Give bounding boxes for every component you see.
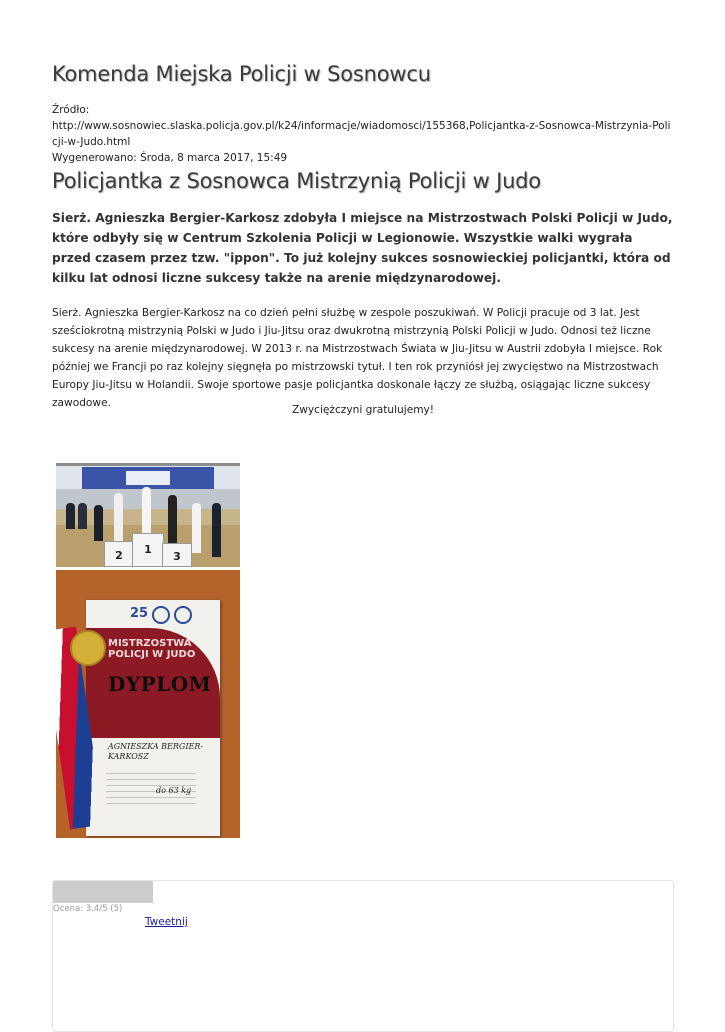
ceiling [56, 463, 240, 466]
podium-place-3: 3 [162, 543, 192, 567]
gold-medal-icon [70, 630, 106, 666]
person-figure [142, 487, 151, 533]
person-figure [66, 503, 75, 529]
anniversary-number: 25 [130, 606, 149, 621]
congratulations-text: Zwyciężczyni gratulujemy! [291, 404, 435, 416]
tweet-link[interactable]: Tweetnij [145, 916, 188, 928]
championship-banner [82, 467, 214, 489]
podium-photo[interactable] [56, 463, 240, 567]
person-figure [78, 503, 87, 529]
podium-place-2: 2 [104, 541, 134, 567]
article-meta [52, 102, 674, 166]
diploma-name: AGNIESZKA BERGIER-KARKOSZ [108, 742, 204, 761]
person-figure [94, 505, 103, 541]
generated-date: Wygenerowano: Środa, 8 marca 2017, 15:49 [52, 152, 288, 164]
police-emblem-icon [174, 606, 192, 624]
source-label: Źródło: [52, 104, 90, 116]
diploma-heading: MISTRZOSTWA POLICJI W JUDO [108, 638, 196, 660]
person-figure [114, 493, 123, 541]
person-figure [168, 495, 177, 543]
police-emblem-icon [152, 606, 170, 624]
rating-stars-bar[interactable] [53, 881, 153, 903]
diploma-sheet [86, 600, 220, 836]
person-figure [192, 503, 201, 553]
rating-box [52, 880, 674, 1032]
person-figure [212, 503, 221, 557]
article-body: Sierż. Agnieszka Bergier-Karkosz na co dzień pełni służbę w zespole poszukiwań. W Policji pracuje od 3 lat. Jest sześciokrotną mistrzynią Polski w Judo i Jiu-Jitsu oraz dwukrotną mistrzynią Polski Policji w Judo. Odnosi też liczne sukcesy na arenie międzynarodowej. W 2013 r. na Mistrzostwach Świata w Jiu-Jitsu w Austrii zdobyła I miejsce. Rok później we Francji po raz kolejny sięgnęła po mistrzowski tytuł. I ten rok przyniósł jej zwycięstwo na Mistrzostwach Europy Jiu-Jitsu w Holandii. Swoje sportowe pasje policjantka doskonale łączy ze służbą, osiągając liczne sukcesy zawodowe. [52, 307, 663, 409]
podium-place-1: 1 [132, 533, 164, 567]
diploma-title: DYPLOM [108, 672, 212, 696]
rating-score: Ocena: 3.4/5 (5) [53, 904, 123, 914]
site-title: Komenda Miejska Policji w Sosnowcu [52, 62, 431, 86]
diploma-category: do 63 kg [156, 786, 192, 795]
diploma-photo[interactable] [56, 570, 240, 838]
article-lead: Sierż. Agnieszka Bergier-Karkosz zdobyła I miejsce na Mistrzostwach Polski Policji w Judo, które odbyły się w Centrum Szkolenia Policji w Legionowie. Wszystkie walki wygrała przed czasem przez tzw. "ippon". To już kolejny sukces sosnowieckiej policjantki, która od kilku lat odnosi liczne sukcesy także na arenie międzynarodowej. [52, 211, 673, 285]
source-url: http://www.sosnowiec.slaska.policja.gov.pl/k24/informacje/wiadomosci/155368,Policjantka-z-Sosnowca-Mistrzynia-Policji-w-Judo.html [52, 120, 671, 148]
article-title: Policjantka z Sosnowca Mistrzynią Policji w Judo [52, 169, 541, 193]
